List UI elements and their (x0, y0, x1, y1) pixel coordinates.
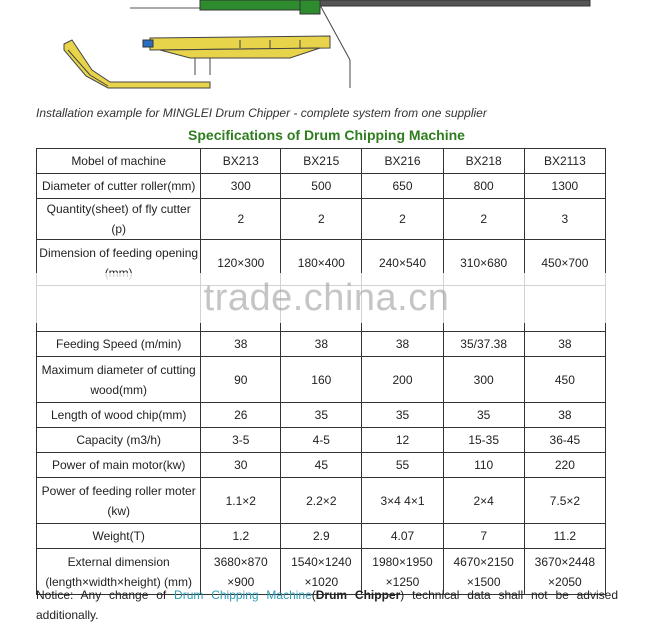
table-row (37, 478, 606, 524)
row-label: Diameter of cutter roller(mm) (37, 174, 201, 199)
installation-diagram (0, 0, 653, 100)
watermark: trade.china.cn (0, 273, 653, 323)
table-row (37, 453, 606, 478)
table-cell: 2 (443, 199, 524, 240)
table-cell: 240×540 (362, 240, 443, 286)
table-cell: 4670×2150 ×1500 (443, 549, 524, 595)
drum-chipping-machine-link[interactable]: Drum Chipping Machine (174, 588, 312, 602)
row-label: Maximum diameter of cutting wood(mm) (37, 357, 201, 403)
table-cell: 220 (524, 453, 605, 478)
notice-text (36, 585, 618, 625)
row-label: Capacity (m3/h) (37, 428, 201, 453)
table-row (37, 403, 606, 428)
table-cell: 800 (443, 174, 524, 199)
table-cell: 35 (281, 403, 362, 428)
table-cell: 4-5 (281, 428, 362, 453)
table-cell: 36-45 (524, 428, 605, 453)
table-cell: 35/37.38 (443, 332, 524, 357)
table-cell: 7 (443, 524, 524, 549)
header-cell: BX216 (362, 149, 443, 174)
notice-bold: Drum Chipper (315, 588, 401, 602)
table-cell: 30 (201, 453, 281, 478)
table-cell: 160 (281, 357, 362, 403)
table-cell: 2 (201, 199, 281, 240)
table-cell: 55 (362, 453, 443, 478)
table-row (37, 428, 606, 453)
header-cell: BX215 (281, 149, 362, 174)
figure-caption: Installation example for MINGLEI Drum Chipper - complete system from one supplier (36, 106, 487, 120)
row-label: Weight(T) (37, 524, 201, 549)
table-cell: 38 (362, 332, 443, 357)
table-cell: 35 (362, 403, 443, 428)
row-label: Feeding Speed (m/min) (37, 332, 201, 357)
table-cell: 3×4 4×1 (362, 478, 443, 524)
row-label: Power of main motor(kw) (37, 453, 201, 478)
table-cell: 4.07 (362, 524, 443, 549)
header-label: Mobel of machine (37, 149, 201, 174)
table-cell: 200 (362, 357, 443, 403)
header-cell: BX2113 (524, 149, 605, 174)
row-label: Power of feeding roller moter (kw) (37, 478, 201, 524)
table-cell: 310×680 (443, 240, 524, 286)
table-cell: 500 (281, 174, 362, 199)
table-cell: 45 (281, 453, 362, 478)
specs-title: Specifications of Drum Chipping Machine (188, 127, 465, 143)
table-cell: 450×700 (524, 240, 605, 286)
table-cell: 3 (524, 199, 605, 240)
table-cell: 2 (362, 199, 443, 240)
table-cell: 300 (443, 357, 524, 403)
table-cell: 650 (362, 174, 443, 199)
table-cell: 15-35 (443, 428, 524, 453)
table-cell: 11.2 (524, 524, 605, 549)
table-cell: 3670×2448 ×2050 (524, 549, 605, 595)
notice-paren: ( (311, 588, 316, 602)
table-cell: 2 (281, 199, 362, 240)
row-label: Quantity(sheet) of fly cutter (p) (37, 199, 201, 240)
table-cell: 180×400 (281, 240, 362, 286)
table-cell: 2.9 (281, 524, 362, 549)
notice-prefix: Notice: Any change of (36, 588, 175, 602)
table-cell: 1.1×2 (201, 478, 281, 524)
row-label: Dimension of feeding opening (37, 240, 201, 286)
table-cell: 38 (524, 332, 605, 357)
table-cell: 38 (524, 403, 605, 428)
table-cell: 26 (201, 403, 281, 428)
table-cell: 110 (443, 453, 524, 478)
table-cell: 38 (281, 332, 362, 357)
table-cell: 1540×1240 ×1020 (281, 549, 362, 595)
table-row (37, 199, 606, 240)
table-row (37, 332, 606, 357)
table-cell: 450 (524, 357, 605, 403)
table-cell: 1300 (524, 174, 605, 199)
table-cell: 3680×870 ×900 (201, 549, 281, 595)
table-row (37, 357, 606, 403)
table-cell: 12 (362, 428, 443, 453)
notice-suffix: ) technical data shall not be advised additionally. (36, 588, 618, 622)
table-cell: 300 (201, 174, 281, 199)
table-cell: 7.5×2 (524, 478, 605, 524)
row-label: Length of wood chip(mm) (37, 403, 201, 428)
specs-table (36, 148, 606, 595)
table-header-row (37, 149, 606, 174)
header-cell: BX213 (201, 149, 281, 174)
table-cell: 120×300 (201, 240, 281, 286)
table-cell: 2×4 (443, 478, 524, 524)
table-cell: 1.2 (201, 524, 281, 549)
table-cell: 1980×1950 ×1250 (362, 549, 443, 595)
table-cell: 3-5 (201, 428, 281, 453)
header-cell: BX218 (443, 149, 524, 174)
table-cell: 35 (443, 403, 524, 428)
table-cell: 90 (201, 357, 281, 403)
table-row (37, 524, 606, 549)
table-cell: 38 (201, 332, 281, 357)
table-cell: 2.2×2 (281, 478, 362, 524)
table-row (37, 174, 606, 199)
row-label: External dimension (length×width×height) (mm) (37, 549, 201, 595)
